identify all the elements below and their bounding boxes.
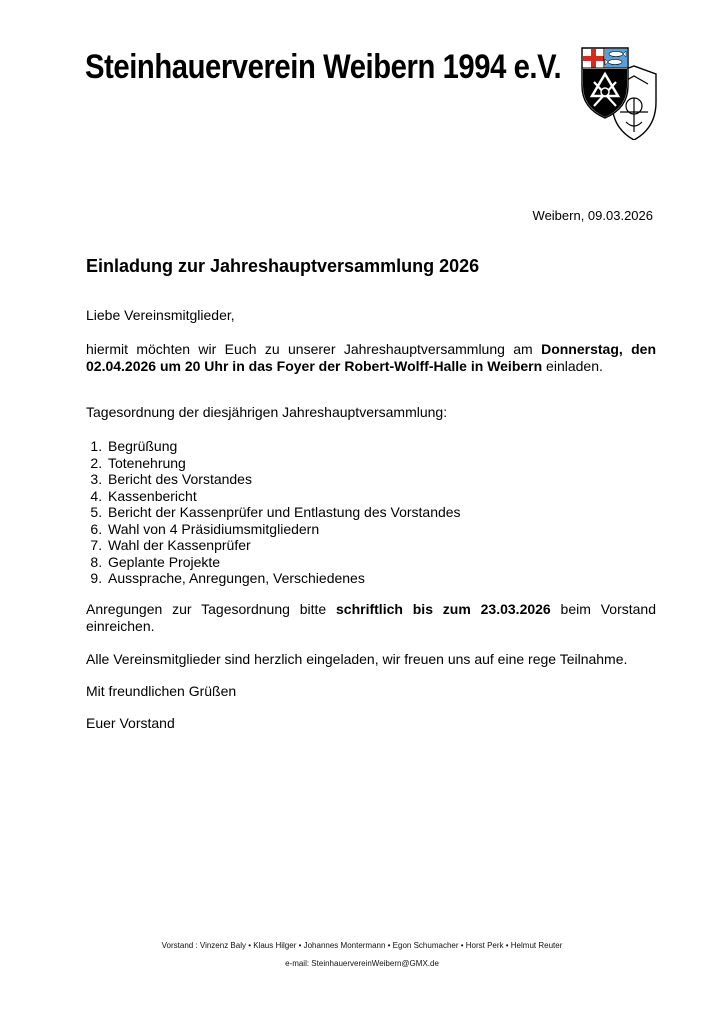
footer-email: e-mail: SteinhauervereinWeibern@GMX.de: [285, 959, 439, 968]
agenda-intro: Tagesordnung der diesjährigen Jahreshauptversammlung:: [86, 404, 448, 420]
deadline-text-end: beim Vorstand einreichen.: [86, 601, 656, 634]
letter-date: Weibern, 09.03.2026: [532, 208, 653, 223]
invite-paragraph: Alle Vereinsmitglieder sind herzlich eingeladen, wir freuen uns auf eine rege Teilnahme.: [86, 651, 628, 667]
letter-subject: Einladung zur Jahreshauptversammlung 2026: [86, 256, 480, 276]
meeting-date-location: Donnerstag, den 02.04.2026 um 20 Uhr in das Foyer der Robert-Wolff-Halle in Weibern: [86, 341, 656, 374]
deadline-text: Anregungen zur Tagesordnung bitte: [86, 601, 337, 617]
agenda-item: 9. Aussprache, Anregungen, Verschiedenes: [106, 570, 461, 587]
agenda-item: 6. Wahl von 4 Präsidiumsmitgliedern: [106, 521, 461, 538]
footer-board-members: Vorstand : Vinzenz Baly • Klaus Hilger • Johannes Montermann • Egon Schumacher • Horst Perk • Helmut Reuter: [161, 941, 563, 950]
agenda-list: [86, 438, 461, 587]
intro-text-end: einladen.: [542, 358, 603, 374]
deadline-paragraph: [86, 601, 656, 635]
club-title: Steinhauerverein Weibern 1994 e.V.: [85, 48, 562, 86]
signoff: Euer Vorstand: [86, 715, 175, 731]
agenda-item: 5. Bericht der Kassenprüfer und Entlastung des Vorstandes: [106, 504, 461, 521]
salutation: Liebe Vereinsmitglieder,: [86, 307, 235, 323]
agenda-item: 2. Totenehrung: [106, 455, 461, 472]
agenda-item: 7. Wahl der Kassenprüfer: [106, 537, 461, 554]
intro-paragraph: [86, 341, 656, 375]
deadline-date: schriftlich bis zum 23.03.2026: [336, 601, 551, 617]
agenda-item: 1. Begrüßung: [106, 438, 461, 455]
intro-text: hiermit möchten wir Euch zu unserer Jahreshauptversammlung am: [86, 341, 542, 357]
closing-greeting: Mit freundlichen Grüßen: [86, 683, 237, 699]
club-coat-of-arms-icon: [568, 46, 660, 140]
agenda-item: 3. Bericht des Vorstandes: [106, 471, 461, 488]
agenda-item: 4. Kassenbericht: [106, 488, 461, 505]
agenda-item: 8. Geplante Projekte: [106, 554, 461, 571]
